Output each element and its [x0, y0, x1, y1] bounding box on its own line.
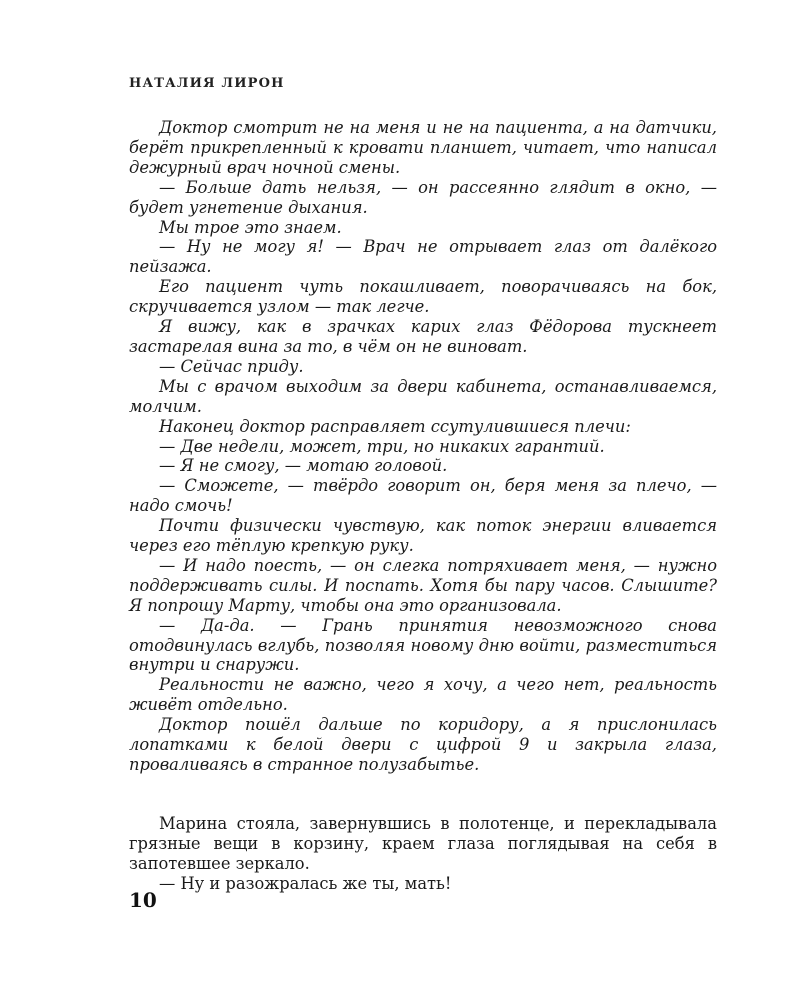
paragraph: — Сейчас приду. [159, 356, 304, 376]
paragraph: Марина стояла, завернувшись в полотенце, и перекладывала грязные вещи в корзину, краем глаза поглядывая на себя в запотевшее зеркало. [129, 813, 717, 873]
paragraph: Наконец доктор расправляет ссутулившиеся плечи: [159, 416, 631, 436]
paragraph: Мы трое это знаем. [159, 217, 342, 237]
paragraph: Мы с врачом выходим за двери кабинета, останавливаемся, молчим. [129, 376, 717, 416]
paragraph: — Больше дать нельзя, — он рассеянно глядит в окно, — будет угнетение дыхания. [129, 177, 717, 217]
paragraph: — И надо поесть, — он слегка потряхивает меня, — нужно поддерживать силы. И поспать. Хотя бы пару часов. Слышите? Я попрошу Марту, чтобы она это организовала. [129, 555, 717, 615]
page-number: 10 [129, 888, 157, 912]
paragraph: Доктор пошёл дальше по коридору, а я прислонилась лопатками к белой двери с цифрой 9 и закрыла глаза, проваливаясь в странное полузабытье. [129, 715, 717, 774]
paragraph: — Сможете, — твёрдо говорит он, беря меня за плечо, — надо смочь! [129, 476, 717, 516]
section-break [129, 775, 717, 814]
paragraph: Доктор смотрит не на меня и не на пациента, а на датчики, берёт прикрепленный к кровати планшет, читает, что написал дежурный врач ночной смены. [129, 118, 717, 177]
paragraph: — Ну и разожралась же ты, мать! [159, 873, 452, 893]
paragraph: Я вижу, как в зрачках карих глаз Фёдорова тускнеет застарелая вина за то, в чём он не виноват. [129, 317, 717, 356]
running-head-author: НАТАЛИЯ ЛИРОН [129, 76, 285, 91]
paragraph: — Да-да. — Грань принятия невозможного снова отодвинулась вглубь, позволяя новому дню войти, разместиться внутри и снаружи. [129, 615, 717, 675]
paragraph: Почти физически чувствую, как поток энергии вливается через его тёплую крепкую руку. [129, 516, 717, 556]
paragraph: — Ну не могу я! — Врач не отрывает глаз от далёкого пейзажа. [129, 237, 717, 277]
roman-section [129, 814, 717, 894]
paragraph: Его пациент чуть покашливает, поворачиваясь на бок, скручивается узлом — так легче. [129, 277, 717, 317]
paragraph: — Две недели, может, три, но никаких гарантий. [159, 436, 605, 456]
paragraph: — Я не смогу, — мотаю головой. [159, 456, 448, 476]
italic-section [129, 118, 717, 775]
paragraph: Реальности не важно, чего я хочу, а чего нет, реальность живёт отдельно. [129, 675, 717, 715]
page-body [129, 118, 717, 894]
